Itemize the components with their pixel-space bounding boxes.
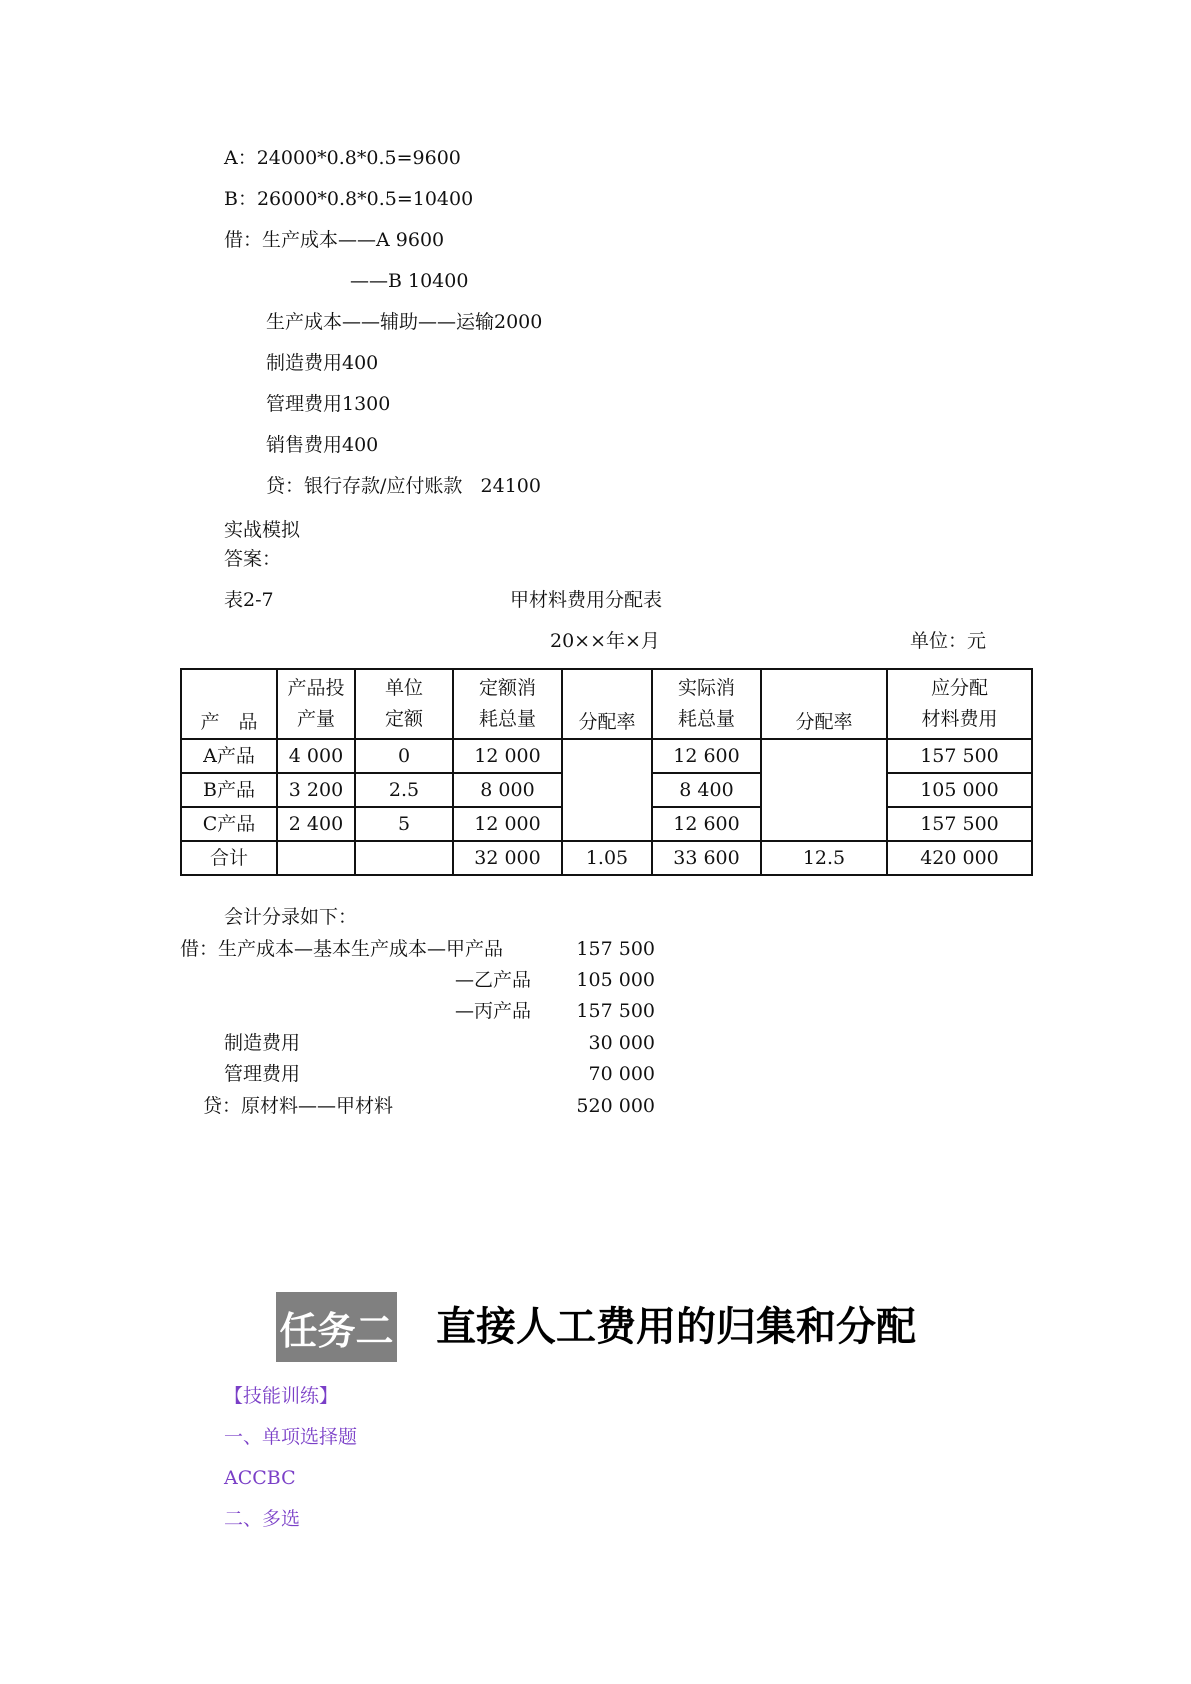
calc-line-b: B：26000*0.8*0.5=10400: [224, 188, 474, 210]
entry2-amount-1: 157 500: [576, 938, 655, 960]
header-cost-line2: 材料费用: [921, 708, 998, 730]
entry2-amount-5: 70 000: [588, 1063, 655, 1085]
cell-quota: 12 000: [453, 807, 562, 841]
header-product: 产 品: [181, 669, 277, 739]
header-cost-line1: 应分配: [930, 677, 988, 699]
table-row: [181, 739, 1032, 773]
cell-input: 3 200: [277, 773, 355, 807]
entry1-aux: 生产成本——辅助——运输2000: [266, 311, 543, 333]
cell-input: 2 400: [277, 807, 355, 841]
header-actual-line2: 耗总量: [677, 708, 735, 730]
heading-tag: 任务二: [276, 1292, 397, 1362]
cell-unit: 2.5: [355, 773, 453, 807]
header-unit: [355, 669, 453, 739]
header-quota-line1: 定额消: [478, 677, 536, 699]
table-title: 甲材料费用分配表: [510, 589, 663, 611]
header-input: [277, 669, 355, 739]
entry1-sales: 销售费用400: [266, 434, 379, 456]
entry2-amount-2: 105 000: [576, 969, 655, 991]
cell-product: A产品: [181, 739, 277, 773]
table-date: 20××年×月: [550, 630, 660, 652]
table-total-row: [181, 841, 1032, 875]
cell-product: C产品: [181, 807, 277, 841]
total-rate1: 1.05: [562, 841, 652, 875]
total-label: 合计: [181, 841, 277, 875]
table-header-row: [181, 669, 1032, 739]
cell-cost: 105 000: [887, 773, 1032, 807]
entry2-amount-3: 157 500: [576, 1000, 655, 1022]
entry1-debit-a: 借：生产成本——A 9600: [224, 229, 445, 251]
table-unit: 单位：元: [910, 630, 987, 652]
entry2-amount-6: 520 000: [576, 1095, 655, 1117]
total-actual: 33 600: [652, 841, 761, 875]
total-cost: 420 000: [887, 841, 1032, 875]
table-number: 表2-7: [224, 589, 274, 611]
cell-unit: 5: [355, 807, 453, 841]
total-unit: [355, 841, 453, 875]
header-cost: [887, 669, 1032, 739]
cell-product: B产品: [181, 773, 277, 807]
header-quota-line2: 耗总量: [478, 708, 536, 730]
header-quota: [453, 669, 562, 739]
entry1-mfg: 制造费用400: [266, 352, 379, 374]
entry2-label-5: 管理费用: [224, 1063, 301, 1085]
entry2-label-4: 制造费用: [224, 1032, 301, 1054]
training-label: 【技能训练】: [224, 1385, 339, 1407]
material-allocation-table: [180, 668, 1033, 876]
header-rate1: 分配率: [562, 669, 652, 739]
total-quota: 32 000: [453, 841, 562, 875]
training-q2-title: 二、多选: [224, 1508, 301, 1530]
header-rate2: 分配率: [761, 669, 887, 739]
entry2-intro: 会计分录如下：: [224, 906, 358, 928]
practice-label: 实战模拟: [224, 519, 301, 541]
cell-quota: 12 000: [453, 739, 562, 773]
cell-cost: 157 500: [887, 807, 1032, 841]
header-actual-line1: 实际消: [677, 677, 735, 699]
training-q1-answer: ACCBC: [224, 1467, 296, 1489]
entry1-mgmt: 管理费用1300: [266, 393, 391, 415]
entry2-amount-4: 30 000: [588, 1032, 655, 1054]
entry2-label-1: 借：生产成本—基本生产成本—甲产品: [180, 938, 504, 960]
total-rate2: 12.5: [761, 841, 887, 875]
entry2-label-2: —乙产品: [455, 969, 532, 991]
entry1-credit: 贷：银行存款/应付账款 24100: [266, 475, 541, 497]
cell-rate2-merged: [761, 739, 887, 841]
answer-label: 答案：: [224, 548, 282, 570]
header-actual: [652, 669, 761, 739]
entry2-label-3: —丙产品: [455, 1000, 532, 1022]
cell-cost: 157 500: [887, 739, 1032, 773]
cell-rate1-merged: [562, 739, 652, 841]
cell-actual: 8 400: [652, 773, 761, 807]
header-unit-line1: 单位: [384, 677, 423, 699]
cell-input: 4 000: [277, 739, 355, 773]
total-input: [277, 841, 355, 875]
cell-actual: 12 600: [652, 807, 761, 841]
cell-unit: 0: [355, 739, 453, 773]
header-unit-line2: 定额: [384, 708, 423, 730]
header-input-line1: 产品投: [287, 677, 345, 699]
header-input-line2: 产量: [296, 708, 335, 730]
heading-title: 直接人工费用的归集和分配: [436, 1304, 916, 1350]
entry2-label-6: 贷：原材料——甲材料: [203, 1095, 394, 1117]
calc-line-a: A：24000*0.8*0.5=9600: [224, 147, 461, 169]
entry1-debit-b: ——B 10400: [350, 270, 469, 292]
cell-actual: 12 600: [652, 739, 761, 773]
training-q1-title: 一、单项选择题: [224, 1426, 358, 1448]
cell-quota: 8 000: [453, 773, 562, 807]
